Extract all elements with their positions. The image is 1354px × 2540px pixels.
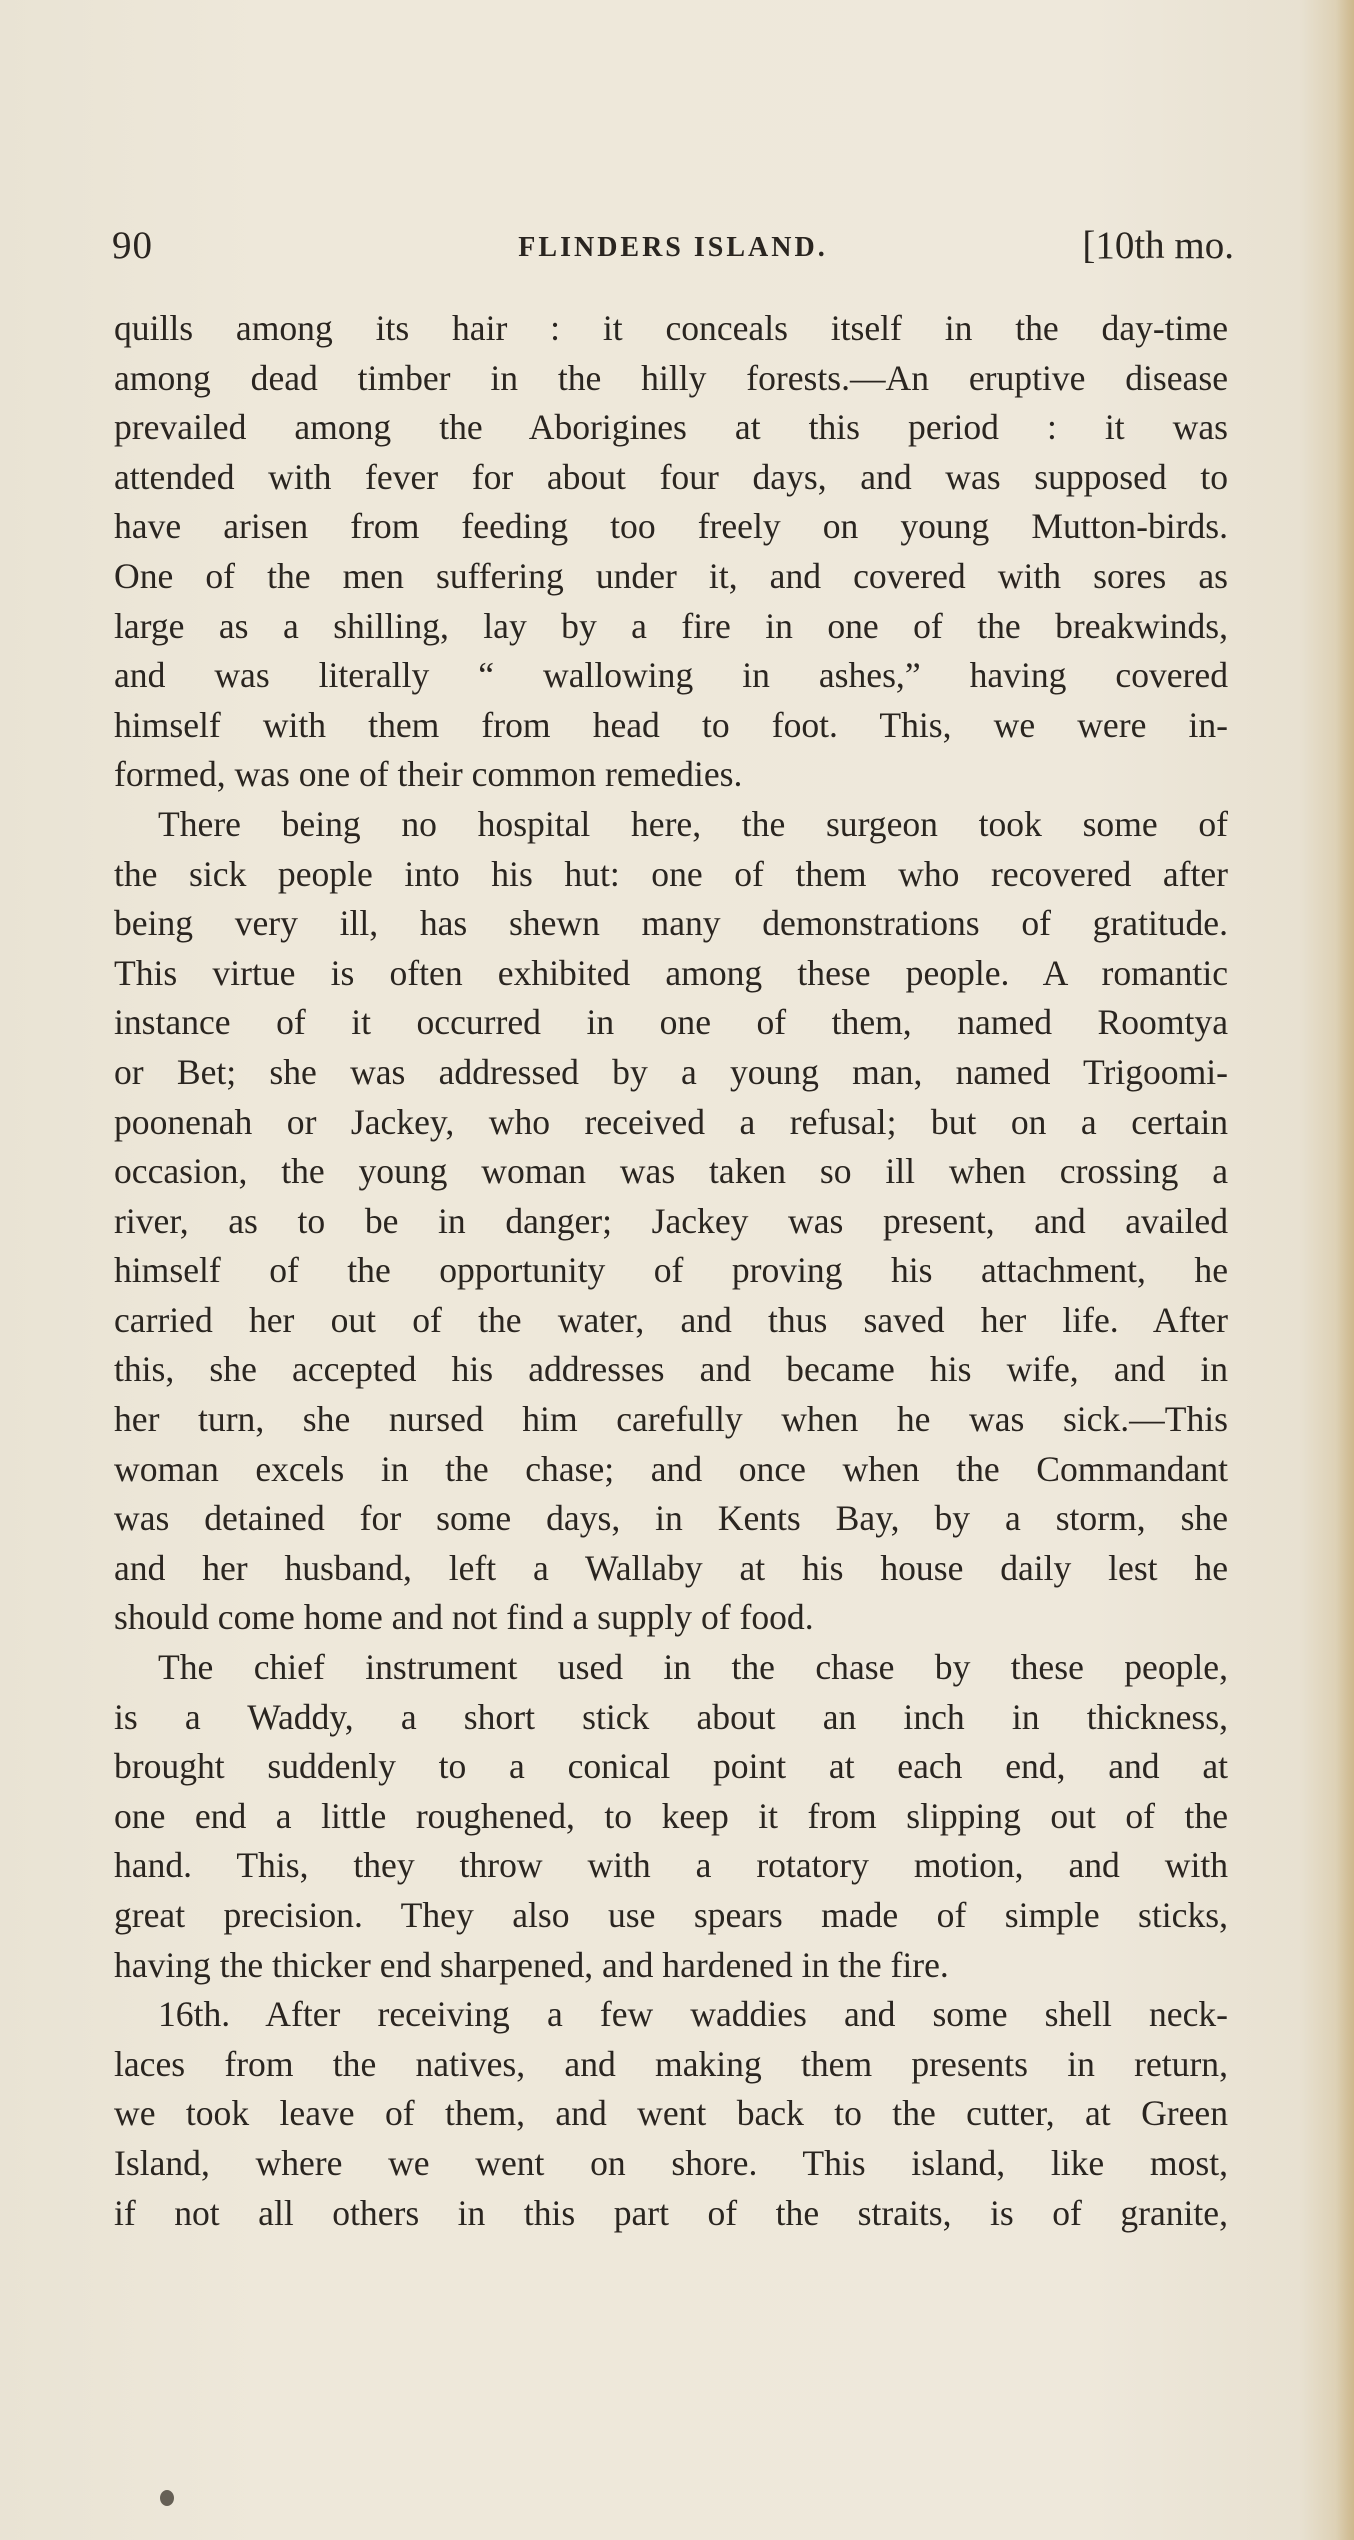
running-head bbox=[112, 218, 1234, 274]
text-line: attended with fever for about four days, and was supposed to bbox=[114, 456, 1228, 497]
text-line: river, as to be in danger; Jackey was present, and availed bbox=[114, 1200, 1228, 1241]
text-line: 16th. After receiving a few waddies and some shell neck- bbox=[158, 1994, 1228, 2035]
text-line: This virtue is often exhibited among these people. A romantic bbox=[114, 952, 1228, 993]
text-line: having the thicker end sharpened, and hardened in the fire. bbox=[114, 1944, 949, 1985]
text-line: or Bet; she was addressed by a young man, named Trigoomi- bbox=[114, 1051, 1228, 1092]
text-line: brought suddenly to a conical point at each end, and at bbox=[114, 1746, 1228, 1787]
text-line: should come home and not find a supply of food. bbox=[114, 1597, 814, 1638]
text-line: laces from the natives, and making them presents in return, bbox=[114, 2043, 1228, 2084]
text-line: carried her out of the water, and thus saved her life. After bbox=[114, 1299, 1228, 1340]
text-line: hand. This, they throw with a rotatory motion, and with bbox=[114, 1845, 1228, 1886]
page-number: 90 bbox=[112, 224, 153, 267]
text-line: There being no hospital here, the surgeon took some of bbox=[158, 803, 1228, 844]
text-line: is a Waddy, a short stick about an inch in thickness, bbox=[114, 1696, 1228, 1737]
text-line: himself with them from head to foot. This, we were in- bbox=[114, 704, 1228, 745]
text-line: large as a shilling, lay by a fire in one of the breakwinds, bbox=[114, 605, 1228, 646]
text-line: instance of it occurred in one of them, named Roomtya bbox=[114, 1002, 1228, 1043]
text-line: himself of the opportunity of proving his attachment, he bbox=[114, 1250, 1228, 1291]
text-line: The chief instrument used in the chase by these people, bbox=[158, 1647, 1228, 1688]
text-line: among dead timber in the hilly forests.—An eruptive disease bbox=[114, 357, 1228, 398]
text-line: have arisen from feeding too freely on young Mutton-birds. bbox=[114, 506, 1228, 547]
text-line: poonenah or Jackey, who received a refusal; but on a certain bbox=[114, 1101, 1228, 1142]
text-line: one end a little roughened, to keep it from slipping out of the bbox=[114, 1795, 1228, 1836]
text-line: quills among its hair : it conceals itself in the day-time bbox=[114, 308, 1228, 348]
text-line: and was literally “ wallowing in ashes,” having covered bbox=[114, 655, 1228, 696]
text-line: this, she accepted his addresses and became his wife, and in bbox=[114, 1349, 1228, 1390]
text-line: being very ill, has shewn many demonstrations of gratitude. bbox=[114, 903, 1228, 944]
body-text bbox=[114, 304, 1228, 2238]
text-line: was detained for some days, in Kents Bay, by a storm, she bbox=[114, 1498, 1228, 1539]
text-line: woman excels in the chase; and once when the Commandant bbox=[114, 1448, 1228, 1489]
text-line: we took leave of them, and went back to the cutter, at Green bbox=[114, 2093, 1228, 2134]
page-edge bbox=[1336, 0, 1354, 2540]
ink-spot bbox=[160, 2490, 174, 2506]
text-line: her turn, she nursed him carefully when he was sick.—This bbox=[114, 1399, 1228, 1440]
text-line: and her husband, left a Wallaby at his house daily lest he bbox=[114, 1547, 1228, 1588]
running-date: [10th mo. bbox=[1082, 224, 1234, 267]
text-line: great precision. They also use spears made of simple sticks, bbox=[114, 1895, 1228, 1935]
text-line: Island, where we went on shore. This island, like most, bbox=[114, 2142, 1228, 2183]
text-line: occasion, the young woman was taken so ill when crossing a bbox=[114, 1151, 1228, 1192]
text-line: prevailed among the Aborigines at this period : it was bbox=[114, 407, 1228, 448]
running-title: FLINDERS ISLAND. bbox=[518, 232, 828, 263]
text-line: formed, was one of their common remedies. bbox=[114, 754, 743, 795]
text-line: the sick people into his hut: one of them who recovered after bbox=[114, 853, 1228, 894]
text-line: One of the men suffering under it, and covered with sores as bbox=[114, 555, 1228, 596]
text-line: if not all others in this part of the straits, is of granite, bbox=[114, 2192, 1228, 2233]
